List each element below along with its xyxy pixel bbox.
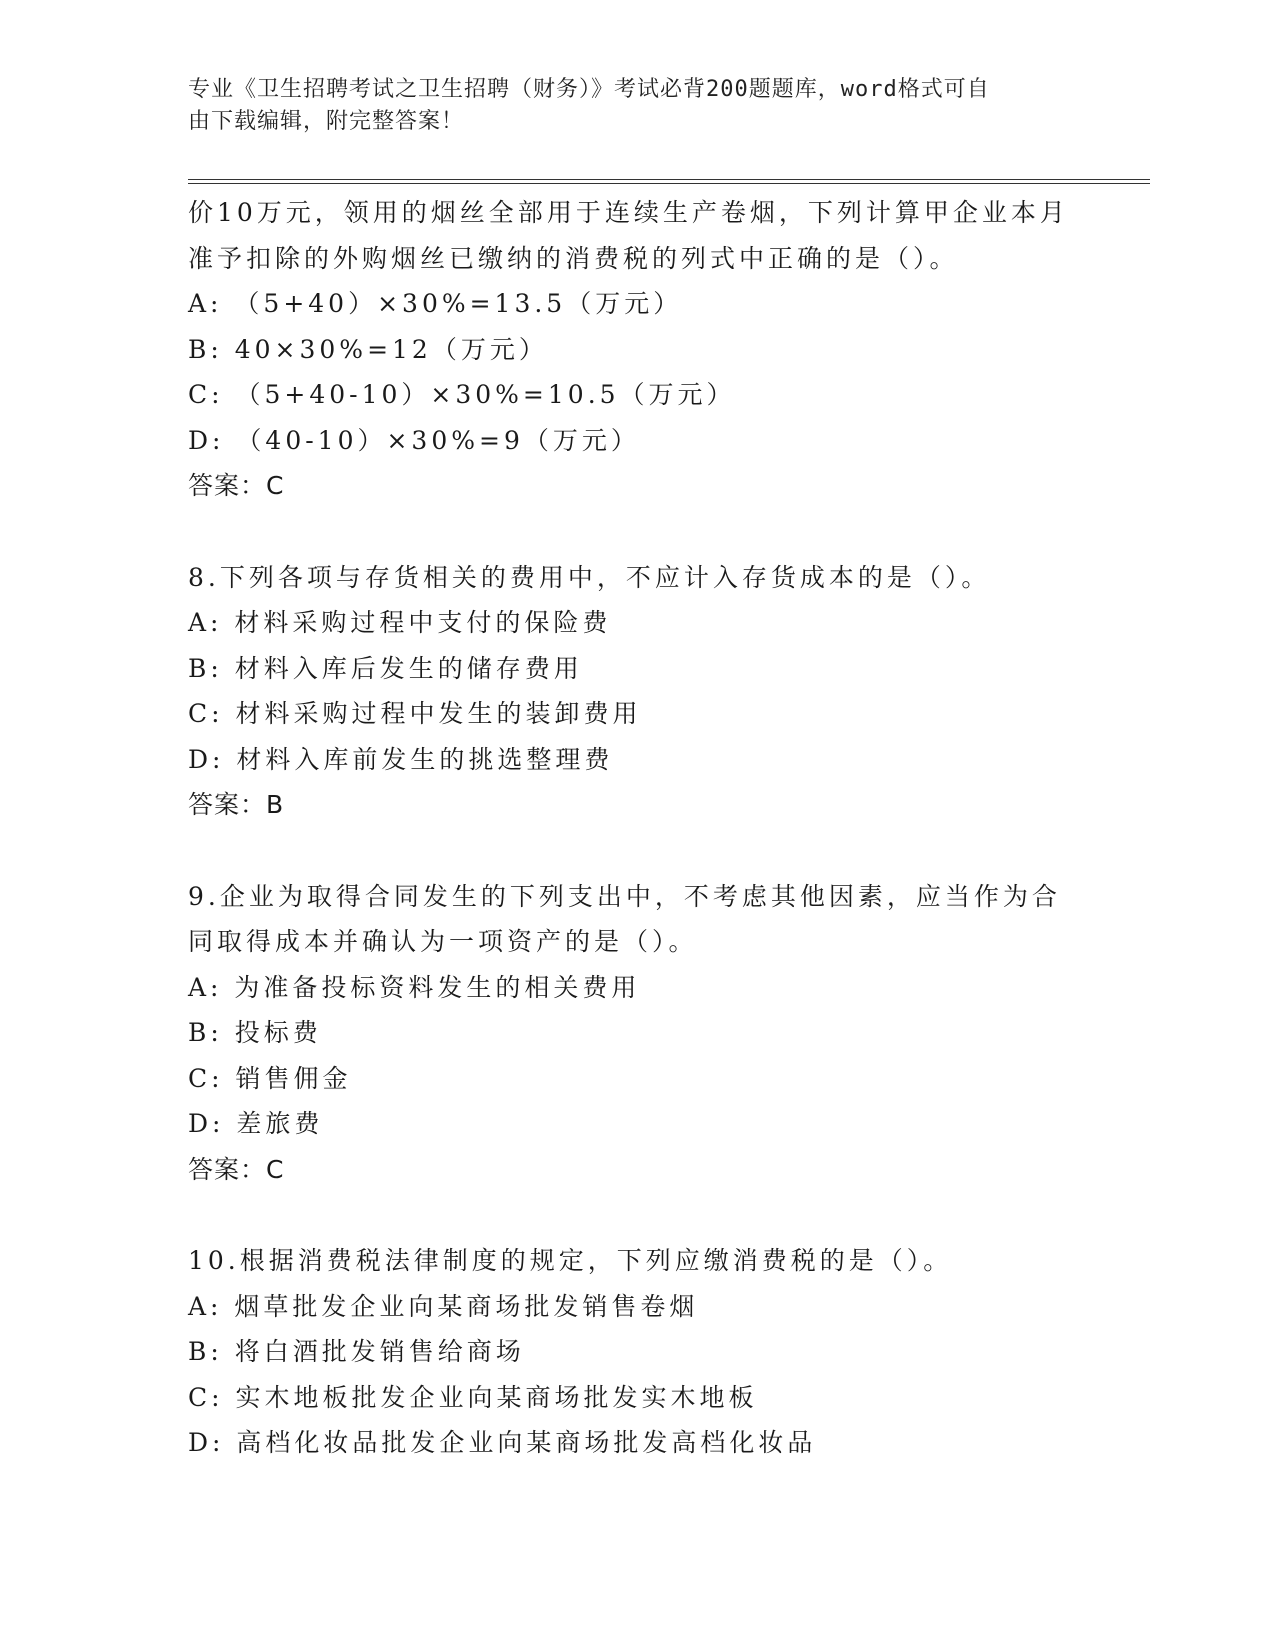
question-stem-line: 9.企业为取得合同发生的下列支出中，不考虑其他因素，应当作为合 — [188, 881, 1061, 911]
spacer — [188, 828, 1088, 874]
spacer — [188, 509, 1088, 555]
header-divider-top — [188, 179, 1150, 180]
question-block — [188, 1238, 1088, 1466]
option-d: D: 材料入库前发生的挑选整理费 — [188, 744, 614, 774]
spacer — [188, 1192, 1088, 1238]
option-a: A: 烟草批发企业向某商场批发销售卷烟 — [188, 1291, 699, 1321]
option-c: C: （5+40-10）×30%=10.5（万元） — [188, 380, 736, 409]
option-c: C: 销售佣金 — [188, 1063, 352, 1093]
option-b: B: 40×30%=12（万元） — [188, 334, 548, 364]
answer-line: 答案：B — [188, 790, 285, 819]
question-list — [188, 190, 1088, 1466]
option-a: A: 材料采购过程中支付的保险费 — [188, 608, 612, 637]
header-line-2: 由下载编辑，附完整答案！ — [188, 109, 465, 134]
question-stem-line: 价10万元，领用的烟丝全部用于连续生产卷烟，下列计算甲企业本月 — [188, 198, 1069, 227]
header-line-1: 专业《卫生招聘考试之卫生招聘（财务）》考试必背200题题库，word格式可自 — [188, 77, 990, 102]
option-b: B: 材料入库后发生的储存费用 — [188, 653, 583, 683]
question-block — [188, 190, 1088, 509]
option-d: D: 高档化妆品批发企业向某商场批发高档化妆品 — [188, 1428, 817, 1457]
header-divider-bottom — [188, 183, 1150, 184]
option-d: D: （40-10）×30%=9（万元） — [188, 425, 640, 455]
question-block — [188, 555, 1088, 828]
document-header — [188, 74, 1068, 138]
answer-line: 答案：C — [188, 471, 285, 500]
option-c: C: 实木地板批发企业向某商场批发实木地板 — [188, 1382, 758, 1412]
option-b: B: 投标费 — [188, 1018, 322, 1047]
option-a: A: 为准备投标资料发生的相关费用 — [188, 972, 641, 1002]
option-a: A: （5+40）×30%=13.5（万元） — [188, 289, 683, 318]
question-stem-line: 8.下列各项与存货相关的费用中，不应计入存货成本的是（）。 — [188, 562, 991, 592]
option-d: D: 差旅费 — [188, 1109, 324, 1138]
question-stem-line: 10.根据消费税法律制度的规定，下列应缴消费税的是（）。 — [188, 1246, 953, 1275]
answer-line: 答案：C — [188, 1154, 285, 1184]
question-stem-line: 准予扣除的外购烟丝已缴纳的消费税的列式中正确的是（）。 — [188, 243, 959, 273]
question-block — [188, 874, 1088, 1193]
option-c: C: 材料采购过程中发生的装卸费用 — [188, 699, 642, 728]
question-stem-line: 同取得成本并确认为一项资产的是（）。 — [188, 927, 698, 956]
option-b: B: 将白酒批发销售给商场 — [188, 1337, 525, 1366]
